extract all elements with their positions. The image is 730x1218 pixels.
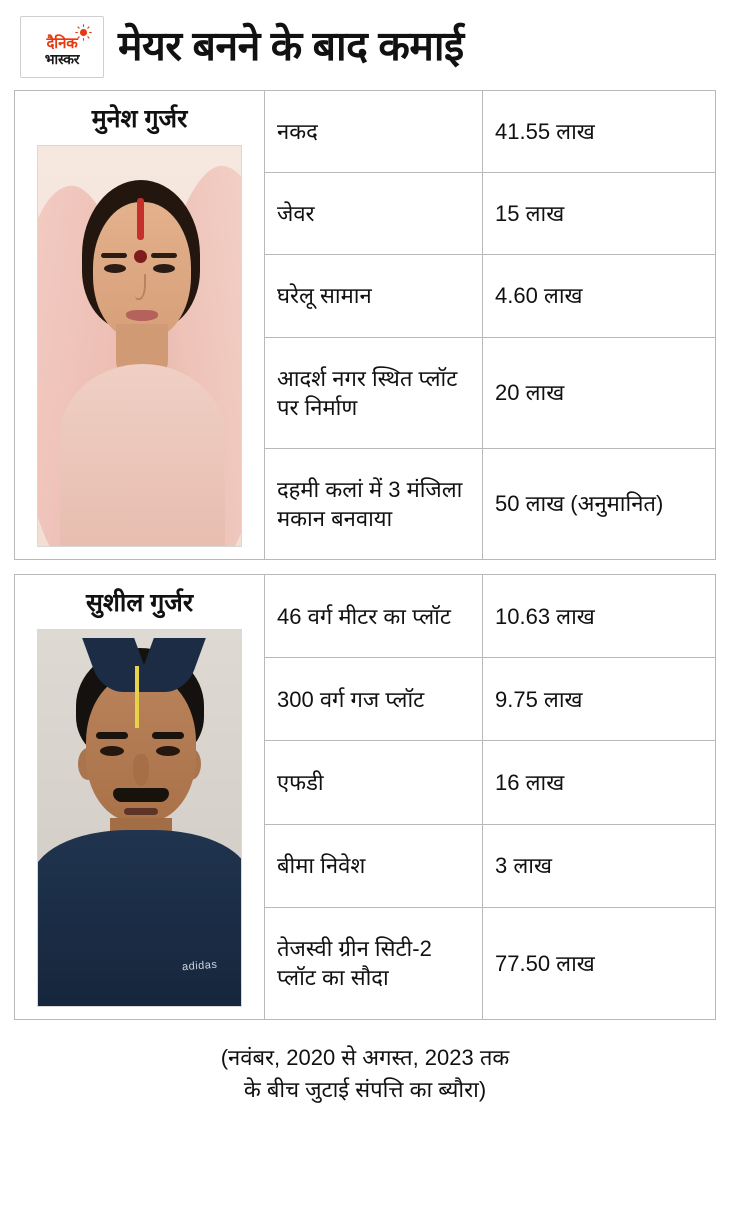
footer-note: [14, 1034, 716, 1120]
table-row: [265, 658, 715, 741]
asset-label: आदर्श नगर स्थित प्लॉट पर निर्माण: [265, 338, 483, 448]
asset-label: 300 वर्ग गज प्लॉट: [265, 658, 483, 740]
person-card-1: [14, 90, 716, 560]
header: [14, 0, 716, 90]
table-row: [265, 255, 715, 337]
person-photo-1: [37, 145, 242, 547]
footer-line-1: (नवंबर, 2020 से अगस्त, 2023 तक: [220, 1045, 510, 1070]
person-photo-2: adidas: [37, 629, 242, 1007]
asset-label: बीमा निवेश: [265, 825, 483, 907]
asset-table-1: [265, 91, 715, 559]
person-block-2: [15, 575, 265, 1019]
person-name-2: सुशील गुर्जर: [85, 589, 194, 617]
person-block-1: [15, 91, 265, 559]
page-title: मेयर बनने के बाद कमाई: [118, 23, 464, 70]
table-row: [265, 575, 715, 658]
asset-label: नकद: [265, 91, 483, 172]
asset-value: 41.55 लाख: [495, 119, 595, 145]
logo-line-2: भास्कर: [44, 50, 80, 67]
asset-value: 9.75 लाख: [495, 686, 583, 712]
table-row: [265, 741, 715, 824]
asset-value: 4.60 लाख: [495, 283, 583, 309]
asset-value: 16 लाख: [495, 769, 565, 795]
table-row: [265, 908, 715, 1019]
asset-value: 50 लाख (अनुमानित): [495, 491, 664, 517]
asset-label: तेजस्वी ग्रीन सिटी-2 प्लॉट का सौदा: [265, 908, 483, 1019]
asset-label: 46 वर्ग मीटर का प्लॉट: [265, 575, 483, 657]
asset-label: एफडी: [265, 741, 483, 823]
asset-label: जेवर: [265, 173, 483, 254]
asset-table-2: [265, 575, 715, 1019]
footer-line-2: के बीच जुटाई संपत्ति का ब्यौरा): [243, 1076, 487, 1102]
asset-value: 10.63 लाख: [495, 603, 595, 629]
table-row: [265, 825, 715, 908]
logo-line-1: दैनिक: [46, 34, 78, 52]
dainik-bhaskar-logo: [20, 16, 104, 78]
person-card-2: [14, 574, 716, 1020]
table-row: [265, 338, 715, 449]
table-row: [265, 91, 715, 173]
sun-icon: [75, 24, 92, 41]
asset-label: दहमी कलां में 3 मंजिला मकान बनवाया: [265, 449, 483, 559]
table-row: [265, 449, 715, 559]
asset-value: 3 लाख: [495, 853, 552, 879]
asset-value: 77.50 लाख: [495, 950, 595, 976]
person-name-1: मुनेश गुर्जर: [91, 105, 188, 133]
asset-value: 15 लाख: [495, 201, 565, 227]
table-row: [265, 173, 715, 255]
asset-value: 20 लाख: [495, 380, 565, 406]
asset-label: घरेलू सामान: [265, 255, 483, 336]
